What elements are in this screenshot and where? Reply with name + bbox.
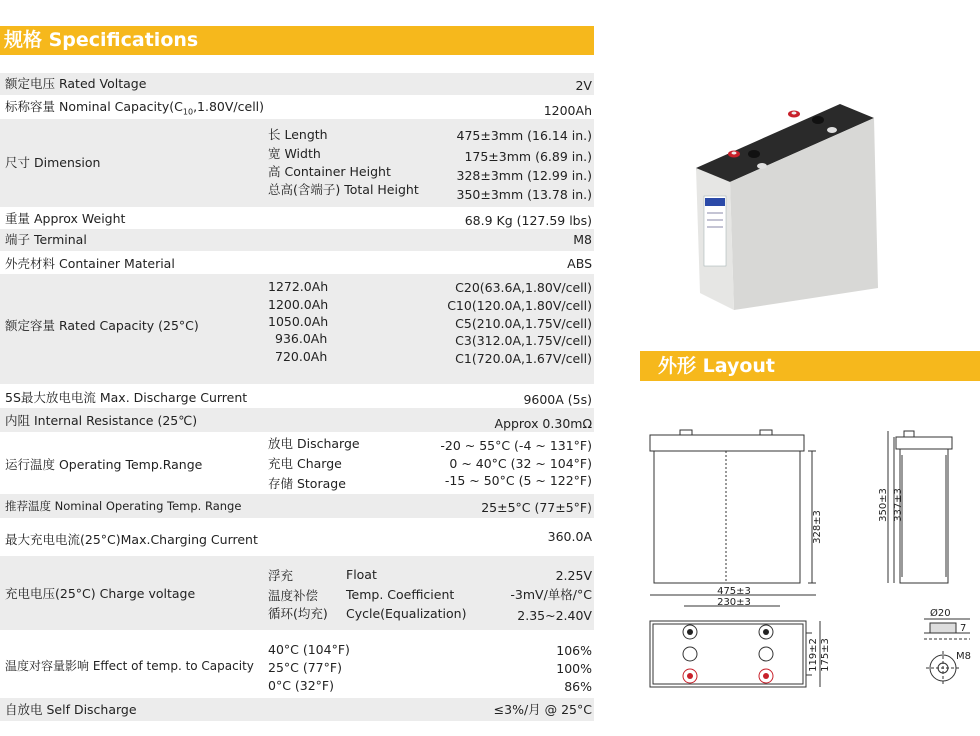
rated-capacity-row: [0, 274, 594, 384]
max-charging-label: 最大充电电流(25°C)Max.Charging Current: [5, 532, 258, 547]
max-discharge-row: [0, 384, 594, 408]
terminal-diameter-dimension: Ø20: [930, 608, 951, 619]
float-en: Float: [346, 567, 377, 582]
temp-effect-row: [0, 630, 594, 698]
rated-voltage-value: 2V: [575, 78, 592, 93]
container-material-row: [0, 251, 594, 274]
layout-drawing: [640, 425, 980, 715]
temp-coefficient-cn: 温度补偿: [268, 588, 319, 603]
vent-cap-icon: [812, 116, 824, 124]
self-discharge-row: [0, 698, 594, 721]
side-container-height-dimension: 337±3: [893, 488, 904, 522]
rated-voltage-row: [0, 73, 594, 95]
operating-temp-row: [0, 432, 594, 494]
side-total-height-dimension: 350±3: [878, 488, 889, 522]
weight-row: [0, 207, 594, 229]
internal-resistance-row: [0, 408, 594, 432]
capacity-c1: 720.0Ah: [275, 349, 328, 364]
width-label: 宽 Width: [268, 146, 321, 161]
nominal-capacity-row: [0, 95, 594, 119]
max-charging-value: 360.0A: [547, 529, 592, 544]
temp-0-label: 0°C (32°F): [268, 678, 335, 693]
temp-coefficient-value: -3mV/单格/°C: [510, 587, 592, 602]
temp-40-label: 40°C (104°F): [268, 642, 350, 657]
container-material-value: ABS: [567, 256, 592, 271]
battery-photo: [690, 88, 890, 313]
self-discharge-label: 自放电 Self Discharge: [5, 702, 137, 717]
total-height-value: 350±3mm (13.78 in.): [456, 187, 592, 202]
layout-title: 外形 Layout: [640, 351, 980, 381]
container-material-label: 外壳材料 Container Material: [5, 256, 175, 271]
nominal-temp-row: [0, 494, 594, 518]
nominal-capacity-label: 标称容量 Nominal $Capacity(C_{10},1.80V/cell)$: [5, 99, 265, 117]
front-view: [650, 430, 816, 583]
negative-terminal-icon: [827, 127, 837, 133]
temp-0-value: 86%: [564, 679, 592, 694]
cycle-en: Cycle(Equalization): [346, 606, 467, 621]
width-value: 175±3mm (6.89 in.): [464, 149, 592, 164]
terminal-thread-dimension: M8: [956, 651, 971, 662]
float-value: 2.25V: [555, 568, 592, 583]
temp-25-value: 100%: [556, 661, 592, 676]
storage-temp-value: -15 ~ 50°C (5 ~ 122°F): [444, 473, 592, 488]
rate-c3: C3(312.0A,1.75V/cell): [455, 333, 592, 348]
rate-c20: C20(63.6A,1.80V/cell): [455, 280, 592, 295]
capacity-c10: 1200.0Ah: [268, 297, 329, 312]
charge-voltage-label: 充电电压(25°C) Charge voltage: [5, 586, 196, 601]
nominal-temp-value: 25±5°C (77±5°F): [481, 500, 592, 515]
container-height-label: 高 Container Height: [268, 164, 391, 179]
front-height-dimension: 328±3: [812, 510, 823, 544]
negative-terminal-icon: [757, 163, 767, 169]
temp-effect-label: 温度对容量影响 Effect of temp. to Capacity: [5, 659, 254, 673]
max-discharge-value: 9600A (5s): [523, 392, 592, 407]
operating-temp-label: 运行温度 Operating Temp.Range: [5, 457, 203, 472]
internal-resistance-label: 内阻 Internal Resistance (25℃): [5, 413, 198, 428]
terminal-label: 端子 Terminal: [5, 232, 87, 247]
top-width-a-dimension: 119±2: [808, 638, 819, 672]
weight-value: 68.9 Kg (127.59 lbs): [464, 213, 592, 228]
length-label: 长 Length: [268, 127, 328, 142]
charge-voltage-row: [0, 556, 594, 630]
self-discharge-value: ≤3%/月 @ 25°C: [493, 702, 592, 717]
top-view: [650, 595, 820, 687]
temp-25-label: 25°C (77°F): [268, 660, 342, 675]
top-length-dimension: 475±3: [717, 586, 751, 597]
terminal-spacing-dimension: 230±3: [717, 597, 751, 608]
rate-c5: C5(210.0A,1.75V/cell): [455, 316, 592, 331]
charge-temp-value: 0 ~ 40°C (32 ~ 104°F): [449, 456, 592, 471]
total-height-label: 总高(含端子) Total Height: [268, 182, 419, 197]
terminal-row: [0, 229, 594, 251]
nominal-temp-label: 推荐温度 Nominal Operating Temp. Range: [5, 499, 242, 513]
rated-capacity-label: 额定容量 Rated Capacity (25°C): [5, 318, 199, 333]
weight-label: 重量 Approx Weight: [5, 211, 126, 226]
specifications-title: 规格 Specifications: [0, 26, 594, 55]
capacity-c20: 1272.0Ah: [268, 279, 329, 294]
container-height-value: 328±3mm (12.99 in.): [456, 168, 592, 183]
cycle-value: 2.35~2.40V: [517, 608, 592, 623]
dimension-label: 尺寸 Dimension: [5, 155, 101, 170]
vent-cap-icon: [748, 150, 760, 158]
discharge-temp-label: 放电 Discharge: [268, 436, 360, 451]
cycle-cn: 循环(均充): [268, 606, 328, 621]
terminal-value: M8: [573, 232, 592, 247]
top-width-b-dimension: 175±3: [820, 638, 831, 672]
internal-resistance-value: Approx 0.30mΩ: [494, 416, 592, 431]
temp-40-value: 106%: [556, 643, 592, 658]
nominal-capacity-value: 1200Ah: [543, 103, 592, 118]
float-cn: 浮充: [268, 568, 294, 583]
temp-coefficient-en: Temp. Coefficient: [346, 587, 455, 602]
rate-c10: C10(120.0A,1.80V/cell): [447, 298, 592, 313]
discharge-temp-value: -20 ~ 55°C (-4 ~ 131°F): [440, 438, 592, 453]
max-charging-row: [0, 518, 594, 556]
max-discharge-label: 5S最大放电电流 Max. Discharge Current: [5, 390, 248, 405]
terminal-depth-dimension: 7: [960, 623, 967, 634]
top-terminals: [683, 625, 773, 683]
capacity-c5: 1050.0Ah: [268, 314, 329, 329]
storage-temp-label: 存储 Storage: [268, 476, 346, 491]
rate-c1: C1(720.0A,1.67V/cell): [455, 351, 592, 366]
charge-temp-label: 充电 Charge: [268, 456, 342, 471]
length-value: 475±3mm (16.14 in.): [456, 128, 592, 143]
battery-label: [704, 196, 726, 266]
capacity-c3: 936.0Ah: [275, 331, 328, 346]
dimension-row: [0, 119, 594, 207]
rated-voltage-label: 额定电压 Rated Voltage: [5, 76, 147, 91]
